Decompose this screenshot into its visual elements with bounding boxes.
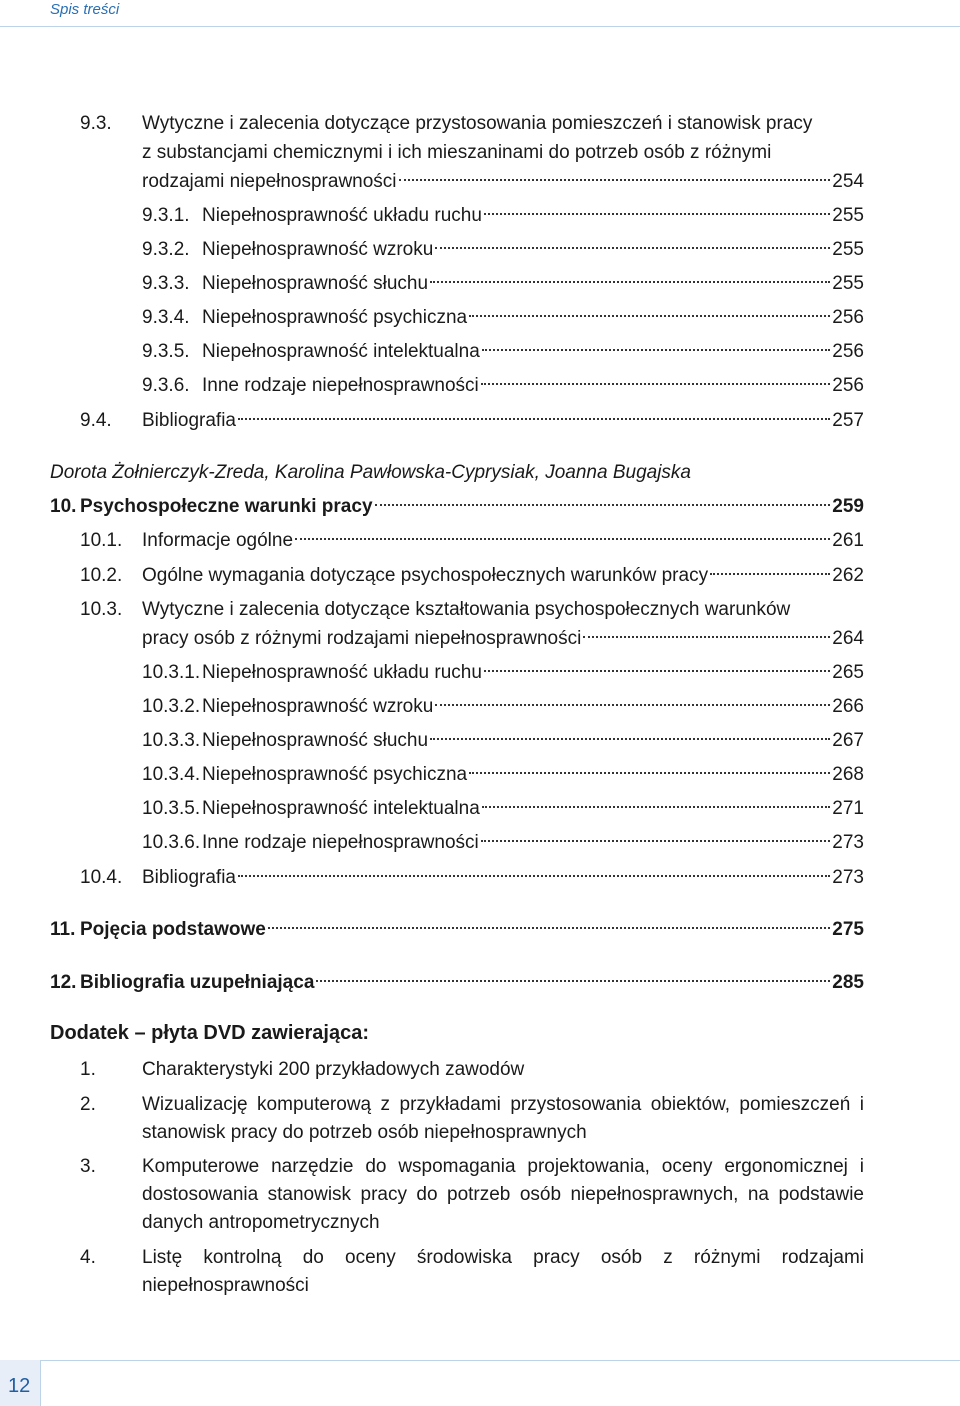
toc-title: Niepełnosprawność intelektualna bbox=[202, 798, 480, 819]
running-header bbox=[0, 0, 960, 27]
toc-entry-10-1[interactable] bbox=[80, 526, 864, 556]
toc-num: 10.3.4. bbox=[142, 764, 201, 785]
item-text: Komputerowe narzędzie do wspomagania projektowania, oceny ergonomicznej i dostosowania stanowisk pracy do potrzeb osób niepełnosprawnych, na podstawie danych antropometrycznych bbox=[142, 1156, 864, 1233]
toc-chapter-12[interactable] bbox=[50, 968, 864, 998]
toc-page: 273 bbox=[832, 867, 864, 888]
toc-page: 266 bbox=[832, 696, 864, 717]
footer-rule bbox=[0, 1360, 960, 1361]
toc-num: 9.3.3. bbox=[142, 273, 190, 294]
toc-title: Niepełnosprawność słuchu bbox=[202, 273, 429, 294]
toc-title: Niepełnosprawność słuchu bbox=[202, 730, 429, 751]
toc-chapter-11[interactable] bbox=[50, 915, 864, 945]
toc-num: 10.3.1. bbox=[142, 662, 201, 683]
toc-title: Niepełnosprawność wzroku bbox=[202, 696, 434, 717]
toc-title: Niepełnosprawność wzroku bbox=[202, 239, 434, 260]
toc-num: 10.4. bbox=[80, 867, 123, 888]
toc-entry-10-3-3[interactable] bbox=[142, 726, 864, 756]
toc-num: 10.3.5. bbox=[142, 798, 201, 819]
toc-title: Inne rodzaje niepełnosprawności bbox=[202, 832, 479, 853]
toc-page: 273 bbox=[832, 832, 864, 853]
item-number: 3. bbox=[80, 1156, 96, 1177]
toc-num: 10.3.2. bbox=[142, 696, 201, 717]
dot-leader bbox=[710, 573, 830, 575]
dot-leader bbox=[469, 315, 830, 317]
toc-title: Bibliografia uzupełniająca bbox=[80, 972, 315, 993]
toc-title-9-3-line2: z substancjami chemicznymi i ich mieszaninami do potrzeb osób z różnymi bbox=[142, 142, 772, 163]
dot-leader bbox=[482, 806, 831, 808]
toc-num: 9.3.4. bbox=[142, 307, 190, 328]
toc-title: Niepełnosprawność układu ruchu bbox=[202, 662, 482, 683]
dodatek-item-4 bbox=[80, 1244, 864, 1300]
toc-title: Niepełnosprawność intelektualna bbox=[202, 341, 480, 362]
toc-title: Bibliografia bbox=[142, 867, 236, 888]
item-text: Charakterystyki 200 przykładowych zawodów bbox=[142, 1059, 525, 1080]
toc-title: Psychospołeczne warunki pracy bbox=[80, 496, 373, 517]
toc-num: 9.3.5. bbox=[142, 341, 190, 362]
toc-entry-10-3-6[interactable] bbox=[142, 828, 864, 858]
toc-num-9-3: 9.3. bbox=[80, 113, 112, 134]
page-number: 12 bbox=[8, 1375, 31, 1397]
item-text: Wizualizację komputerową z przykładami przystosowania obiektów, pomieszczeń i stanowisk pracy do potrzeb osób niepełnosprawnych bbox=[142, 1094, 864, 1143]
toc-page: 255 bbox=[832, 273, 864, 294]
toc-entry-9-3-6[interactable] bbox=[142, 371, 864, 401]
chapter-authors: Dorota Żołnierczyk-Zreda, Karolina Pawłowska-Cyprysiak, Joanna Bugajska bbox=[50, 462, 691, 483]
toc-entry-9-3-5[interactable] bbox=[142, 337, 864, 367]
toc-title: Informacje ogólne bbox=[142, 530, 294, 551]
dot-leader bbox=[469, 772, 830, 774]
toc-entry-9-3-4[interactable] bbox=[142, 303, 864, 333]
toc-entry-9-3-2[interactable] bbox=[142, 235, 864, 265]
dot-leader bbox=[481, 840, 831, 842]
dot-leader bbox=[481, 383, 831, 385]
toc-num: 9.3.2. bbox=[142, 239, 190, 260]
toc-page: 262 bbox=[832, 565, 864, 586]
toc-num: 12. bbox=[50, 972, 77, 993]
toc-entry-10-3[interactable] bbox=[142, 624, 864, 654]
dot-leader bbox=[375, 504, 831, 506]
toc-entry-9-3[interactable] bbox=[142, 167, 864, 197]
toc-title-10-3-line2: pracy osób z różnymi rodzajami niepełnosprawności bbox=[142, 628, 582, 649]
toc-num: 9.3.1. bbox=[142, 205, 190, 226]
toc-page: 265 bbox=[832, 662, 864, 683]
toc-page: 267 bbox=[832, 730, 864, 751]
toc-page: 256 bbox=[832, 375, 864, 396]
toc-num: 9.4. bbox=[80, 410, 112, 431]
dot-leader bbox=[482, 349, 831, 351]
toc-page: 268 bbox=[832, 764, 864, 785]
toc-num: 11. bbox=[50, 919, 76, 940]
toc-page: 264 bbox=[832, 628, 864, 649]
toc-page: 254 bbox=[832, 171, 864, 192]
toc-entry-10-3-2[interactable] bbox=[142, 692, 864, 722]
toc-entry-9-3-3[interactable] bbox=[142, 269, 864, 299]
toc-page: 255 bbox=[832, 205, 864, 226]
toc-title: Pojęcia podstawowe bbox=[80, 919, 266, 940]
toc-page: 257 bbox=[832, 410, 864, 431]
dot-leader bbox=[583, 636, 830, 638]
dot-leader bbox=[435, 704, 830, 706]
toc-entry-10-2[interactable] bbox=[80, 561, 864, 591]
dot-leader bbox=[238, 875, 830, 877]
toc-page: 256 bbox=[832, 341, 864, 362]
toc-num: 10.3.6. bbox=[142, 832, 201, 853]
toc-entry-10-4[interactable] bbox=[80, 863, 864, 893]
toc-page: 259 bbox=[832, 496, 864, 517]
toc-title-9-3-line1: Wytyczne i zalecenia dotyczące przystosowania pomieszczeń i stanowisk pracy bbox=[142, 113, 813, 134]
item-text: Listę kontrolną do oceny środowiska pracy osób z różnymi rodzajami niepełnosprawności bbox=[142, 1247, 864, 1296]
toc-num: 9.3.6. bbox=[142, 375, 190, 396]
toc-chapter-10[interactable] bbox=[50, 492, 864, 522]
dot-leader bbox=[430, 738, 830, 740]
dot-leader bbox=[399, 179, 831, 181]
toc-title: Inne rodzaje niepełnosprawności bbox=[202, 375, 479, 396]
dodatek-item-1 bbox=[80, 1056, 864, 1084]
toc-page: 261 bbox=[832, 530, 864, 551]
toc-entry-10-3-5[interactable] bbox=[142, 794, 864, 824]
toc-entry-10-3-4[interactable] bbox=[142, 760, 864, 790]
item-number: 1. bbox=[80, 1059, 96, 1080]
toc-num-10-3: 10.3. bbox=[80, 599, 123, 620]
toc-page: 275 bbox=[832, 919, 864, 940]
toc-title: Niepełnosprawność układu ruchu bbox=[202, 205, 482, 226]
toc-entry-10-3-1[interactable] bbox=[142, 658, 864, 688]
toc-page: 255 bbox=[832, 239, 864, 260]
toc-num: 10.3.3. bbox=[142, 730, 201, 751]
toc-num: 10.2. bbox=[80, 565, 123, 586]
toc-page: 256 bbox=[832, 307, 864, 328]
toc-title: Bibliografia bbox=[142, 410, 236, 431]
dot-leader bbox=[484, 670, 830, 672]
toc-entry-9-3-1[interactable] bbox=[142, 201, 864, 231]
running-title: Spis treści bbox=[50, 1, 120, 18]
dot-leader bbox=[238, 418, 830, 420]
toc-entry-9-4[interactable] bbox=[80, 406, 864, 436]
dodatek-item-3 bbox=[80, 1153, 864, 1237]
toc-page: 271 bbox=[832, 798, 864, 819]
dot-leader bbox=[435, 247, 830, 249]
toc-title: Niepełnosprawność psychiczna bbox=[202, 307, 468, 328]
item-number: 4. bbox=[80, 1247, 96, 1268]
dodatek-heading: Dodatek – płyta DVD zawierająca: bbox=[50, 1022, 370, 1044]
toc-title-10-3-line1: Wytyczne i zalecenia dotyczące kształtowania psychospołecznych warunków bbox=[142, 599, 791, 620]
dot-leader bbox=[316, 980, 830, 982]
toc-title: Niepełnosprawność psychiczna bbox=[202, 764, 468, 785]
dot-leader bbox=[268, 927, 830, 929]
toc-title: Ogólne wymagania dotyczące psychospołecznych warunków pracy bbox=[142, 565, 709, 586]
dot-leader bbox=[484, 213, 830, 215]
toc-title-9-3-line3: rodzajami niepełnosprawności bbox=[142, 171, 397, 192]
toc-num: 10. bbox=[50, 496, 77, 517]
dot-leader bbox=[295, 538, 830, 540]
dodatek-item-2 bbox=[80, 1091, 864, 1147]
toc-num: 10.1. bbox=[80, 530, 123, 551]
dot-leader bbox=[430, 281, 830, 283]
item-number: 2. bbox=[80, 1094, 96, 1115]
toc-page: 285 bbox=[832, 972, 864, 993]
